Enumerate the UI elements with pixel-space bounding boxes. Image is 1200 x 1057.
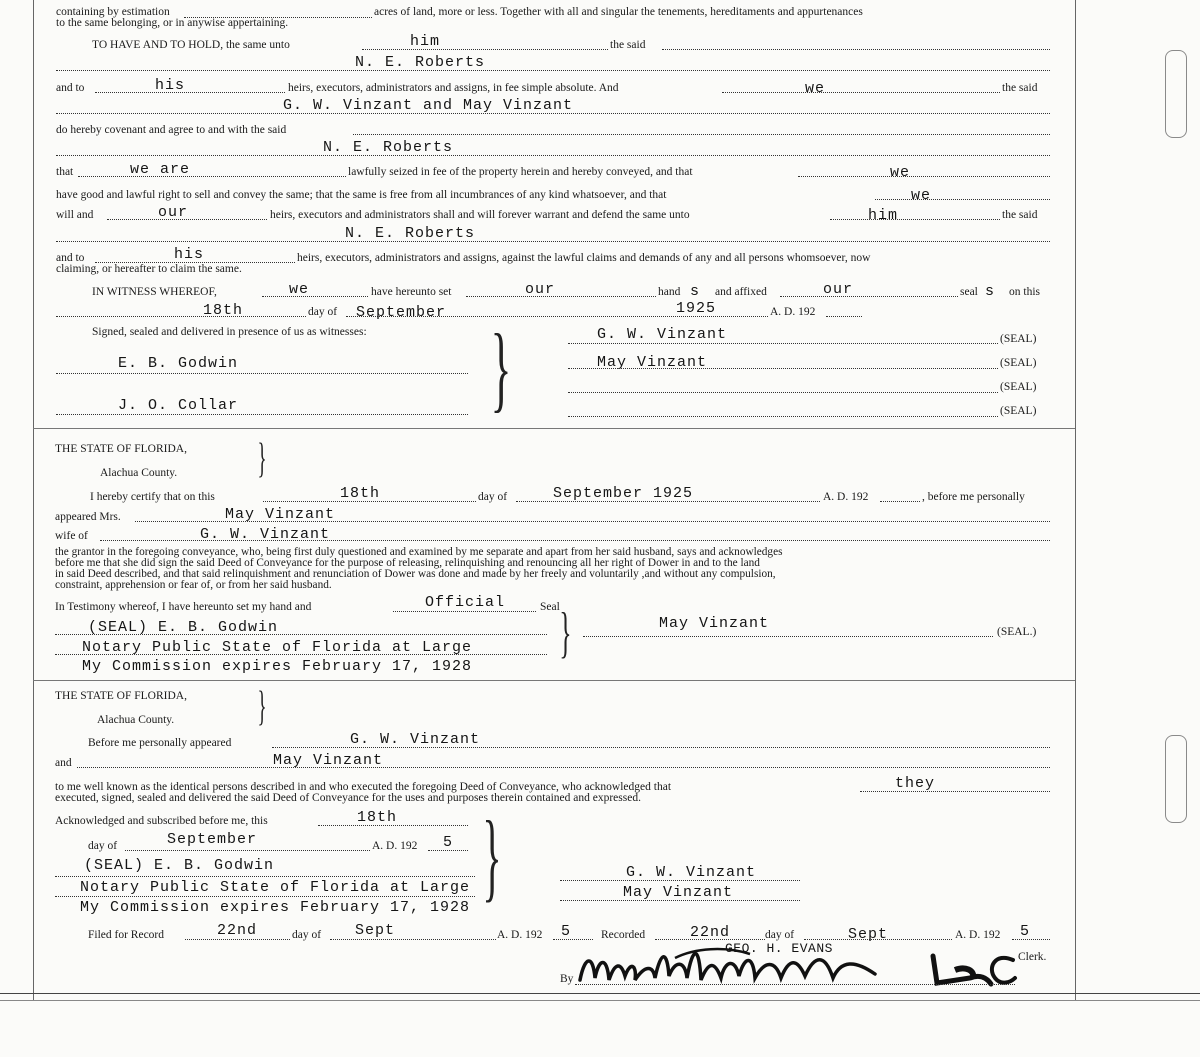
filed-ad: A. D. 192 [497,929,543,941]
cert2-notary-3: My Commission expires February 17, 1928 [80,899,471,916]
state-florida-1: THE STATE OF FLORIDA, [55,443,187,455]
dots [56,241,1050,242]
cert1-notary-1: (SEAL) E. B. Godwin [88,619,279,636]
september-word: September [356,304,447,321]
acres-text: acres of land, more or less. Together with all and singular the tenements, hereditaments and appurtenances [374,6,863,18]
by-text: By [560,973,574,985]
cert1-body-4: constraint, apprehension or fear of, or from her said husband. [55,579,332,591]
dots [330,939,496,940]
dots [875,199,1050,200]
hole-punch-top [1165,50,1187,138]
cert2-day: 18th [357,809,398,826]
day-18th: 18th [203,302,244,319]
seized-text: lawfully seized in fee of the property herein and hereby conveyed, and that [348,166,693,178]
claims-text-2: claiming, or hereafter to claim the same. [56,263,242,275]
cert2-month: September [167,831,258,848]
dots [568,368,998,369]
state-brace-1: } [257,436,267,482]
dots [1012,939,1050,940]
dots [95,92,285,93]
dots [77,767,1050,768]
and-to-text: and to [56,82,85,94]
we-word-3: we [911,187,932,204]
cert1-body-3: in said Deed described, and that said relinquishment and renunciation of Dower was done and made by her freely and voluntarily ,and without any compulsion, [55,568,776,580]
dots [860,791,1050,792]
grantee-pronoun: him [410,33,441,50]
seal-label-4: (SEAL) [1000,405,1037,417]
our-word-3: our [823,281,854,298]
wife-of-text: wife of [55,530,88,542]
the-said-text-3: the said [1002,209,1038,221]
dots [798,176,1050,177]
dots [560,900,800,901]
dots [568,392,998,393]
heirs-fee-text: heirs, executors, administrators and assigns, in fee simple absolute. And [288,82,619,94]
covenant-text: do hereby covenant and agree to and with the said [56,124,287,136]
dots [56,155,1050,156]
cert1-ad: A. D. 192 [823,491,869,503]
cert2-yr: 5 [443,834,454,851]
cert1-day: 18th [340,485,381,502]
day-of-text: day of [308,306,338,318]
the-said-text-2: the said [1002,82,1038,94]
witness-2: J. O. Collar [118,397,239,414]
that-text: that [56,166,74,178]
before-appeared-text: Before me personally appeared [88,737,232,749]
the-said-text: the said [610,39,646,51]
divider-1 [33,428,1075,429]
dots [568,343,998,344]
dots [353,134,1050,135]
dots [56,316,306,317]
cert2-day-of: day of [88,840,118,852]
cert1-date: September 1925 [553,485,694,502]
dots [78,176,346,177]
cert2-p2: May Vinzant [273,752,384,769]
dots [830,219,1000,220]
recorded-text: Recorded [601,929,646,941]
witness-1: E. B. Godwin [118,355,239,372]
cert1-notary-2: Notary Public State of Florida at Large [82,639,473,656]
dots [560,880,800,881]
dots [393,611,536,612]
bottom-line-1 [0,993,1200,994]
dots [466,296,656,297]
witness-brace: } [490,314,512,421]
hereunto-text: have hereunto set [371,286,452,298]
cert2-notary-1: (SEAL) E. B. Godwin [84,857,275,874]
cert2-p1: G. W. Vinzant [350,731,481,748]
recorded-yr: 5 [1020,923,1031,940]
dots [568,416,998,417]
recorded-day: 22nd [690,924,731,941]
clerk-name: GEO. H. EVANS [725,941,833,956]
cert1-mrs: May Vinzant [225,506,336,523]
claims-text: heirs, executors, administrators and assigns, against the lawful claims and demands of any and all persons whomsoever, now [297,252,871,264]
good-right-text: have good and lawful right to sell and convey the same; that the same is free from all incumbrances of any kind whatsoever, and that [56,189,667,201]
affixed-text: and affixed [715,286,767,298]
grantee-name-3: N. E. Roberts [345,225,476,242]
will-and-text: will and [56,209,94,221]
recorded-day-of: day of [765,929,795,941]
seal-label-2: (SEAL) [1000,357,1037,369]
ad-text: A. D. 192 [770,306,816,318]
county-1: Alachua County. [100,467,178,479]
county-2: Alachua County. [97,714,175,726]
divider-2 [33,680,1075,681]
grantee-name: N. E. Roberts [355,54,486,71]
executed-text: executed, signed, sealed and delivered the said Deed of Conveyance for the uses and purposes therein contained and expressed. [55,792,641,804]
clerk-text: Clerk. [1018,951,1047,963]
seal-word: Seal [540,601,560,613]
left-margin-line [33,0,34,1000]
cert1-before-me: , before me personally [922,491,1025,503]
grantee-name-2: N. E. Roberts [323,139,454,156]
official-word: Official [425,594,506,611]
cert2-sig2: May Vinzant [623,884,734,901]
they-word: they [895,775,936,792]
right-margin-line [1075,0,1076,1000]
our-word: our [158,204,189,221]
dots [55,896,475,897]
bottom-line-2 [0,1000,1200,1001]
dots [722,92,1000,93]
filed-yr: 5 [561,923,572,940]
dots [780,296,958,297]
dots [880,501,920,502]
him-word: him [868,207,899,224]
dots [56,373,468,374]
we-word-2: we [890,164,911,181]
appeared-text: appeared Mrs. [55,511,121,523]
clerk-signature [575,940,895,995]
grantors-name: G. W. Vinzant and May Vinzant [283,97,574,114]
seal-label-3: (SEAL) [1000,381,1037,393]
dots [583,636,993,637]
dots [55,876,475,877]
appertaining-text: to the same belonging, or in anywise appertaining. [56,17,289,29]
witness-text: IN WITNESS WHEREOF, [92,286,217,298]
certify-text: I hereby certify that on this [90,491,215,503]
seal-text: seal [960,286,978,298]
clerk-mark [925,948,1020,993]
on-this-text: on this [1009,286,1040,298]
warrant-text: heirs, executors and administrators shall and will forever warrant and defend the same unto [270,209,690,221]
dots [362,49,608,50]
his-word: his [155,77,186,94]
state-brace-2: } [257,684,267,730]
dots [55,634,547,635]
dots [56,113,1050,114]
dots [662,49,1050,50]
cert1-seal-label: (SEAL.) [997,626,1037,638]
filed-day-of: day of [292,929,322,941]
we-word-4: we [289,281,310,298]
hole-punch-bottom [1165,735,1187,823]
filed-day: 22nd [217,922,258,939]
cert1-body-2: before me that she did sign the said Deed of Conveyance for the purpose of releasing, relinquishing and renouncing all her right of Dower in and to the land [55,557,760,569]
notary-brace-1: } [559,602,572,664]
cert2-notary-2: Notary Public State of Florida at Large [80,879,471,896]
dots [56,70,1050,71]
our-word-2: our [525,281,556,298]
known-text: to me well known as the identical persons described in and who executed the foregoing Deed of Conveyance, who acknowledged that [55,781,672,793]
filed-text: Filed for Record [88,929,165,941]
hand-s: s [690,283,701,300]
cert2-ad: A. D. 192 [372,840,418,852]
notary-brace-2: } [482,800,502,911]
dots [262,296,368,297]
recorded-month: Sept [848,926,889,943]
recorded-ad: A. D. 192 [955,929,1001,941]
cert1-notary-3: My Commission expires February 17, 1928 [82,658,473,675]
dots [56,414,468,415]
state-florida-2: THE STATE OF FLORIDA, [55,690,187,702]
year-1925: 1925 [676,300,717,317]
dots [826,316,862,317]
cert2-and: and [55,757,72,769]
we-are-words: we are [130,161,191,178]
estimation-text: containing by estimation [56,6,170,18]
we-word: we [805,80,826,97]
dots [125,850,370,851]
habendum-text: TO HAVE AND TO HOLD, the same unto [92,39,290,51]
seal-label-1: (SEAL) [1000,333,1037,345]
cert1-husband: G. W. Vinzant [200,526,331,543]
dots [185,939,290,940]
sig-gw: G. W. Vinzant [597,326,728,343]
signed-text: Signed, sealed and delivered in presence of us as witnesses: [92,326,367,338]
testimony-text: In Testimony whereof, I have hereunto set my hand and [55,601,312,613]
cert1-signer: May Vinzant [659,615,770,632]
his-word-2: his [174,246,205,263]
hand-text: hand [658,286,681,298]
cert1-body-1: the grantor in the foregoing conveyance, who, being first duly questioned and examined by me separate and apart from her said husband, says and acknowledges [55,546,783,558]
and-to-text-2: and to [56,252,85,264]
dots [55,654,547,655]
cert2-sig1: G. W. Vinzant [626,864,757,881]
seal-s: s [985,283,996,300]
sig-may: May Vinzant [597,354,708,371]
dots [575,984,1015,985]
filed-month: Sept [355,922,396,939]
cert1-day-of: day of [478,491,508,503]
ack-text: Acknowledged and subscribed before me, this [55,815,268,827]
